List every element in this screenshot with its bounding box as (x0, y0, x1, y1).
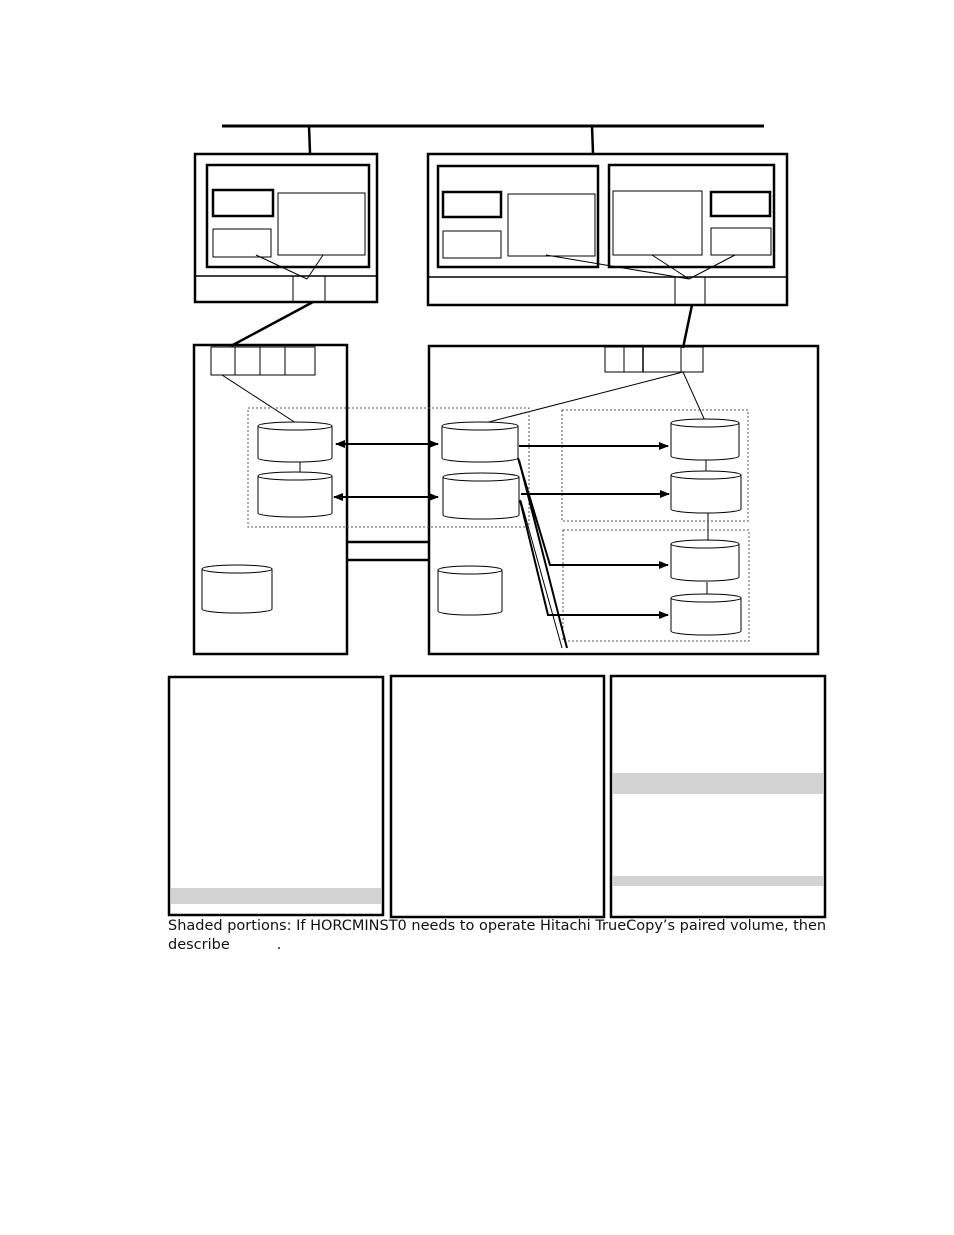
caption-line-1: Shaded portions: If HORCMINST0 needs to operate Hitachi TrueCopy’s paired volume, then (168, 918, 827, 934)
storage-b-ports (605, 347, 703, 372)
caption-line-2-end: . (276, 937, 282, 953)
remote-copy-links (347, 542, 429, 560)
config-panel-left (169, 677, 383, 915)
config-panel-middle (391, 676, 604, 917)
host-a-port (293, 276, 325, 302)
volume-d2 (671, 594, 741, 635)
host-b-port (675, 277, 705, 305)
volume-a1 (258, 422, 332, 462)
volume-c2 (671, 471, 741, 513)
volume-c1 (671, 419, 739, 460)
volume-b2 (443, 473, 519, 519)
caption (168, 917, 828, 955)
caption-line-2-start: describe (168, 937, 230, 953)
volume-b-cmd (438, 566, 502, 615)
host-a-app-box (213, 190, 273, 216)
shade-right-1 (613, 773, 823, 794)
host-a-config-box (213, 229, 271, 257)
caption-line-2 (168, 936, 828, 955)
shade-right-2 (613, 876, 823, 886)
shade-left (171, 888, 381, 904)
cascade-paths (518, 458, 668, 648)
host-a-horcm-box (278, 193, 365, 255)
host-a (195, 154, 377, 302)
config-panels (169, 676, 825, 917)
volume-d1 (671, 540, 739, 581)
host-b (428, 154, 787, 305)
storage-a-ports (211, 347, 315, 375)
volume-a2 (258, 472, 332, 517)
lan-bus (222, 126, 764, 153)
volume-a-cmd (202, 565, 272, 613)
volume-b1 (442, 422, 518, 462)
host-storage-links (231, 302, 692, 348)
